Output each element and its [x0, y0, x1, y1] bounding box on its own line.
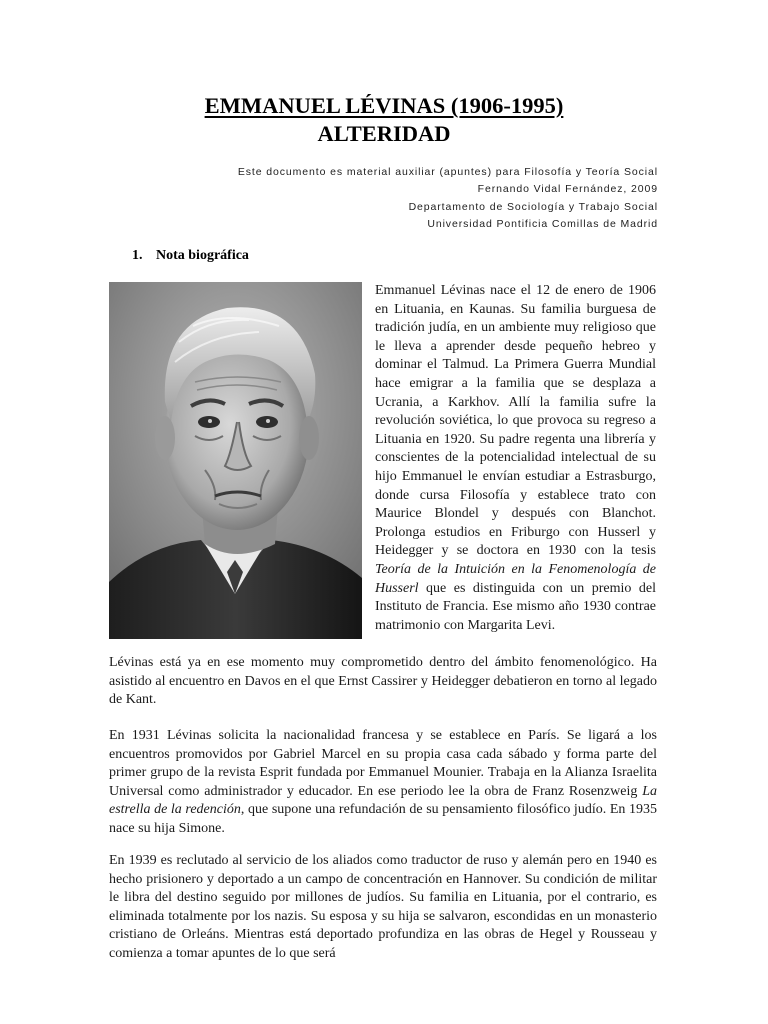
- document-title: EMMANUEL LÉVINAS (1906-1995): [204, 93, 564, 118]
- meta-author: Fernando Vidal Fernández, 2009: [477, 183, 658, 196]
- bio-paragraph-1939: En 1939 es reclutado al servicio de los aliados como traductor de ruso y alemán pero en 1940 es hecho prisionero y deportado a un campo de concentración en Hannover. Su condición de militar le libra del destino seguido por millones de judíos. Su familia en Lituania, por el contrario, es eliminada totalmente por los nazis. Su esposa y su hija se salvaron, escondidas en un monasterio cristiano de Orleáns. Mientras está deportado profundiza en las obras de Hegel y Rousseau y comienza a tomar apuntes de lo que será: [109, 853, 657, 961]
- paragraph-1931-text-start: En 1931 Lévinas solicita la nacionalidad francesa y se establece en París. Se ligará a los encuentros promovidos por Gabriel Marcel en su propia casa cada sábado y forma parte del primer grupo de la revista Esprit fundada por Emmanuel Mounier. Trabaja en la Alianza Israelita Universal como administrador y educador. En ese periodo lee la obra de Franz Rosenzweig: [109, 728, 657, 799]
- meta-department: Departamento de Sociología y Trabajo Social: [408, 200, 658, 213]
- portrait-photo: [109, 282, 362, 639]
- bio-outro-text: que es distinguida con un premio del Instituto de Francia. Ese mismo año 1930 contrae matrimonio con Margarita Levi.: [375, 580, 656, 633]
- paragraph-1931-text-end: , que supone una refundación de su pensamiento filosófico judío. En 1935 nace su hija Simone.: [109, 802, 657, 836]
- meta-description: Este documento es material auxiliar (apuntes) para Filosofía y Teoría Social: [237, 166, 658, 178]
- book-title: La estrella de la redención: [109, 783, 657, 818]
- bio-paragraph-1931: [109, 727, 657, 839]
- section-title: Nota biográfica: [156, 248, 249, 263]
- bio-wrapped-paragraph: [375, 282, 656, 635]
- bio-intro-text: Emmanuel Lévinas nace el 12 de enero de 1906 en Lituania, en Kaunas. Su familia burguesa de tradición judía, en un ambiente muy religioso que le lleva a aprender desde pequeño hebreo y dominar el Talmud. La Primera Guerra Mundial hace emigrar a la familia que se desplaza a Ucrania, a Karkhov. Allí la familia sufre la revolución soviética, lo que provoca su regreso a Lituania en 1920. Su padre regenta una librería y conscientes de la potencialidad intelectual de su hijo Emmanuel le envían estudiar a Estrasburgo, donde cursa Filosofía y establece trato con Maurice Blondel y después con Blanchot. Prolonga estudios en Friburgo con Husserl y Heidegger y se doctora en 1930 con la tesis: [375, 283, 656, 559]
- meta-university: Universidad Pontificia Comillas de Madrid: [427, 217, 658, 230]
- bio-continuation-paragraph: Lévinas está ya en ese momento muy comprometido dentro del ámbito fenomenológico. Ha asistido al encuentro en Davos en el que Ernst Cassirer y Heidegger debatieron en torno al legado de Kant.: [109, 655, 657, 708]
- thesis-title: Teoría de la Intuición en la Fenomenología de Husserl: [375, 561, 656, 596]
- portrait-illustration: [109, 282, 362, 639]
- document-meta: [238, 164, 658, 233]
- section-heading: [132, 248, 249, 264]
- section-number: 1.: [132, 248, 143, 263]
- document-subtitle: ALTERIDAD: [317, 121, 451, 146]
